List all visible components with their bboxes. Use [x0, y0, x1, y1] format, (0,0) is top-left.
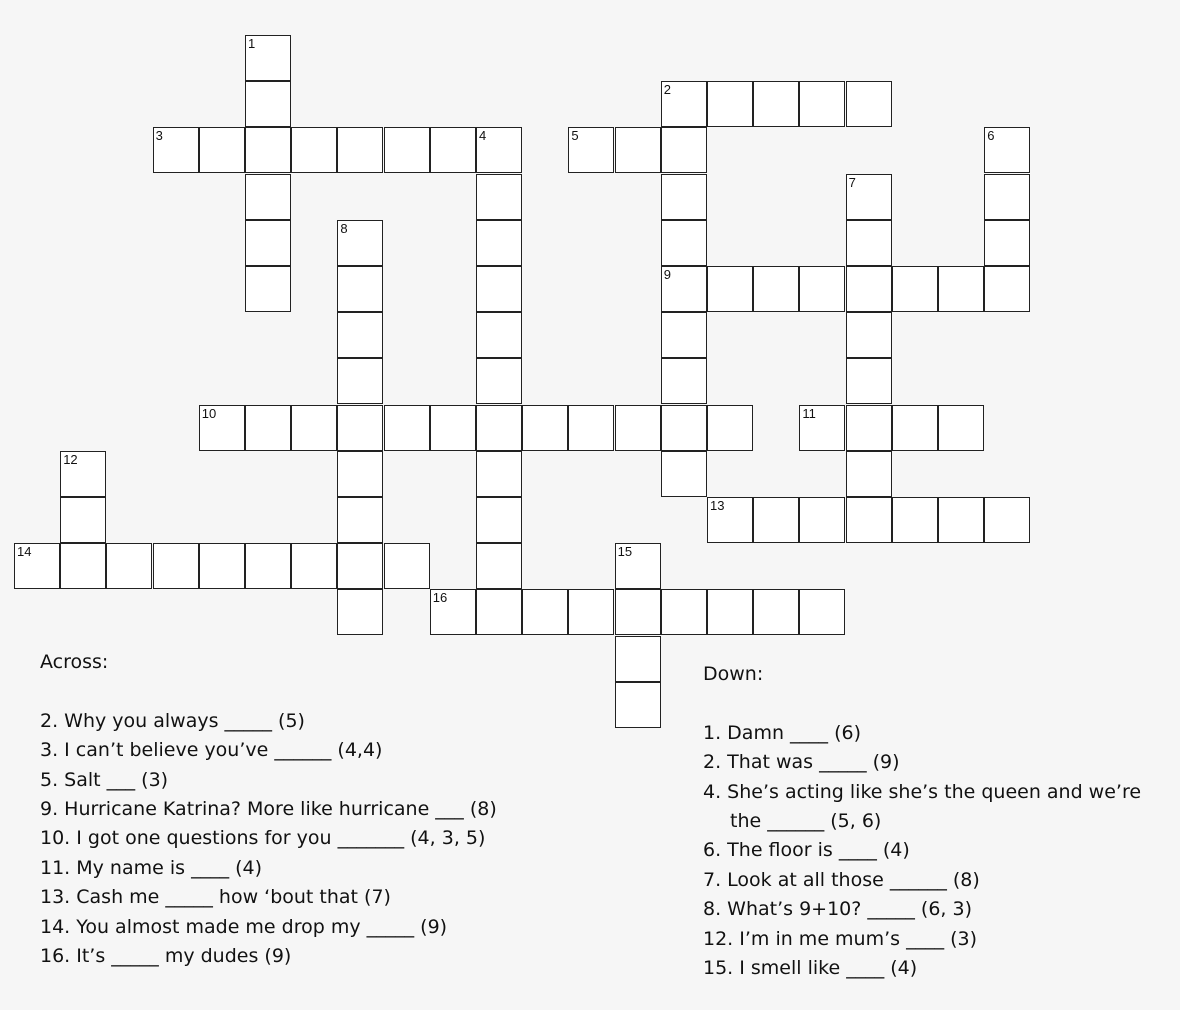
grid-cell[interactable]: [799, 497, 845, 543]
grid-cell[interactable]: [153, 127, 199, 173]
grid-cell[interactable]: [846, 220, 892, 266]
across-clue: [40, 707, 497, 736]
grid-cell[interactable]: [245, 543, 291, 589]
grid-cell[interactable]: [337, 451, 383, 497]
down-clue: [703, 778, 1141, 837]
grid-cell[interactable]: [846, 174, 892, 220]
grid-cell[interactable]: [476, 220, 522, 266]
grid-cell[interactable]: [799, 589, 845, 635]
across-clue: [40, 824, 497, 853]
grid-cell[interactable]: [522, 405, 568, 451]
down-clue: [703, 895, 1141, 924]
grid-cell[interactable]: [984, 174, 1030, 220]
grid-cell[interactable]: [476, 174, 522, 220]
grid-cell[interactable]: [707, 266, 753, 312]
grid-cell[interactable]: [60, 497, 106, 543]
down-clue: [703, 719, 1141, 748]
grid-cell[interactable]: [153, 543, 199, 589]
clue-text: 16. It’s _____ my dudes (9): [40, 945, 292, 968]
grid-cell[interactable]: [245, 405, 291, 451]
clue-text: 9. Hurricane Katrina? More like hurricane ___ (8): [40, 798, 497, 821]
across-clue: [40, 736, 497, 765]
clue-number: 11: [802, 405, 816, 421]
across-heading: Across:: [40, 651, 109, 673]
grid-cell[interactable]: [707, 405, 753, 451]
grid-cell[interactable]: [661, 451, 707, 497]
grid-cell[interactable]: [753, 589, 799, 635]
grid-cell[interactable]: [938, 266, 984, 312]
grid-cell[interactable]: [384, 543, 430, 589]
grid-cell[interactable]: [245, 174, 291, 220]
clue-text: 14. You almost made me drop my _____ (9): [40, 915, 448, 938]
grid-cell[interactable]: [568, 589, 614, 635]
grid-cell[interactable]: [199, 127, 245, 173]
clue-number: 15: [617, 544, 633, 560]
grid-cell[interactable]: [337, 266, 383, 312]
grid-cell[interactable]: [14, 543, 60, 589]
grid-cell[interactable]: [337, 543, 383, 589]
clue-text: 2. Why you always _____ (5): [40, 709, 305, 732]
clue-number: 14: [17, 544, 32, 560]
grid-cell[interactable]: [846, 266, 892, 312]
grid-cell[interactable]: [846, 312, 892, 358]
grid-cell[interactable]: [846, 497, 892, 543]
clue-text: the ______ (5, 6): [730, 810, 882, 833]
grid-cell[interactable]: [337, 497, 383, 543]
grid-cell[interactable]: [661, 312, 707, 358]
down-clue: [703, 925, 1141, 954]
clue-number: 13: [710, 498, 725, 513]
clue-text: 15. I smell like ____ (4): [703, 957, 918, 980]
grid-cell[interactable]: [753, 266, 799, 312]
down-clue: [703, 748, 1141, 777]
across-clue: [40, 766, 497, 795]
across-clue: [40, 883, 497, 912]
grid-cell[interactable]: [938, 497, 984, 543]
clue-text: 1. Damn ____ (6): [703, 721, 861, 744]
grid-cell[interactable]: [106, 543, 152, 589]
clue-number: 2: [663, 82, 672, 98]
grid-cell[interactable]: [430, 127, 476, 173]
across-clue: [40, 795, 497, 824]
down-clue: [703, 954, 1141, 983]
clue-text: 11. My name is ____ (4): [40, 856, 263, 879]
grid-cell[interactable]: [245, 266, 291, 312]
grid-cell[interactable]: [984, 497, 1030, 543]
grid-cell[interactable]: [60, 543, 106, 589]
grid-cell[interactable]: [753, 497, 799, 543]
grid-cell[interactable]: [661, 589, 707, 635]
grid-cell[interactable]: [846, 358, 892, 404]
grid-cell[interactable]: [846, 405, 892, 451]
grid-cell[interactable]: [245, 220, 291, 266]
grid-cell[interactable]: [661, 220, 707, 266]
clue-text: 3. I can’t believe you’ve ______ (4,4): [40, 739, 383, 762]
grid-cell[interactable]: [291, 405, 337, 451]
grid-cell[interactable]: [60, 451, 106, 497]
clue-number: 6: [987, 128, 995, 144]
across-clues: [40, 648, 497, 971]
grid-cell[interactable]: [337, 405, 383, 451]
clue-number: 16: [432, 590, 448, 606]
grid-cell[interactable]: [337, 358, 383, 404]
down-clue-list: [703, 719, 1141, 984]
grid-cell[interactable]: [615, 682, 661, 728]
grid-cell[interactable]: [568, 405, 614, 451]
grid-cell[interactable]: [661, 358, 707, 404]
grid-cell[interactable]: [337, 220, 383, 266]
grid-cell[interactable]: [476, 266, 522, 312]
grid-cell[interactable]: [615, 543, 661, 589]
clue-text: 8. What’s 9+10? _____ (6, 3): [703, 898, 972, 921]
grid-cell[interactable]: [707, 497, 753, 543]
grid-cell[interactable]: [337, 312, 383, 358]
grid-cell[interactable]: [568, 127, 614, 173]
down-heading: Down:: [703, 663, 764, 685]
grid-cell[interactable]: [476, 451, 522, 497]
across-clue: [40, 942, 497, 971]
grid-cell[interactable]: [799, 266, 845, 312]
grid-cell[interactable]: [892, 405, 938, 451]
grid-cell[interactable]: [476, 497, 522, 543]
across-clue: [40, 854, 497, 883]
clue-number: 9: [663, 267, 672, 282]
across-clue: [40, 913, 497, 942]
grid-cell[interactable]: [984, 127, 1030, 173]
clue-number: 5: [571, 128, 579, 144]
grid-cell[interactable]: [846, 451, 892, 497]
grid-cell[interactable]: [799, 81, 845, 127]
clue-number: 4: [479, 128, 487, 144]
clue-text: 12. I’m in me mum’s ____ (3): [703, 927, 978, 950]
grid-cell[interactable]: [291, 127, 337, 173]
grid-cell[interactable]: [707, 589, 753, 635]
grid-cell[interactable]: [476, 405, 522, 451]
grid-cell[interactable]: [476, 358, 522, 404]
grid-cell[interactable]: [846, 81, 892, 127]
grid-cell[interactable]: [430, 405, 476, 451]
grid-cell[interactable]: [661, 266, 707, 312]
clue-text: 5. Salt ___ (3): [40, 768, 169, 791]
grid-cell[interactable]: [661, 81, 707, 127]
grid-cell[interactable]: [384, 405, 430, 451]
grid-cell[interactable]: [984, 220, 1030, 266]
grid-cell[interactable]: [892, 497, 938, 543]
across-clue-list: [40, 707, 497, 972]
down-clues: [703, 660, 1141, 983]
clue-text: 6. The floor is ____ (4): [703, 839, 910, 862]
grid-cell[interactable]: [337, 589, 383, 635]
grid-cell[interactable]: [476, 127, 522, 173]
grid-cell[interactable]: [938, 405, 984, 451]
grid-cell[interactable]: [476, 312, 522, 358]
grid-cell[interactable]: [892, 266, 938, 312]
grid-cell[interactable]: [615, 636, 661, 682]
grid-cell[interactable]: [661, 405, 707, 451]
clue-text: 10. I got one questions for you _______ (4, 3, 5): [40, 827, 486, 850]
grid-cell[interactable]: [984, 266, 1030, 312]
grid-cell[interactable]: [245, 127, 291, 173]
grid-cell[interactable]: [522, 589, 568, 635]
grid-cell[interactable]: [245, 35, 291, 81]
grid-cell[interactable]: [476, 543, 522, 589]
grid-cell[interactable]: [615, 127, 661, 173]
clue-number: 12: [63, 451, 78, 467]
grid-cell[interactable]: [245, 81, 291, 127]
grid-cell[interactable]: [661, 174, 707, 220]
grid-cell[interactable]: [199, 543, 245, 589]
down-clue: [703, 836, 1141, 865]
grid-cell[interactable]: [199, 405, 245, 451]
clue-number: 10: [201, 405, 217, 421]
grid-cell[interactable]: [661, 127, 707, 173]
grid-cell[interactable]: [291, 543, 337, 589]
grid-cell[interactable]: [337, 127, 383, 173]
grid-cell[interactable]: [430, 589, 476, 635]
clue-number: 7: [848, 174, 856, 190]
clue-text: 4. She’s acting like she’s the queen and we’re: [703, 780, 1142, 803]
grid-cell[interactable]: [753, 81, 799, 127]
clue-number: 8: [340, 220, 348, 236]
clue-text: 13. Cash me _____ how ‘bout that (7): [40, 886, 391, 909]
grid-cell[interactable]: [476, 589, 522, 635]
clue-number: 3: [155, 128, 163, 144]
clue-number: 1: [248, 36, 256, 51]
grid-cell[interactable]: [799, 405, 845, 451]
grid-cell[interactable]: [615, 405, 661, 451]
grid-cell[interactable]: [707, 81, 753, 127]
grid-cell[interactable]: [384, 127, 430, 173]
grid-cell[interactable]: [615, 589, 661, 635]
clue-text: 7. Look at all those ______ (8): [703, 868, 980, 891]
down-clue: [703, 866, 1141, 895]
clue-text: 2. That was _____ (9): [703, 751, 900, 774]
